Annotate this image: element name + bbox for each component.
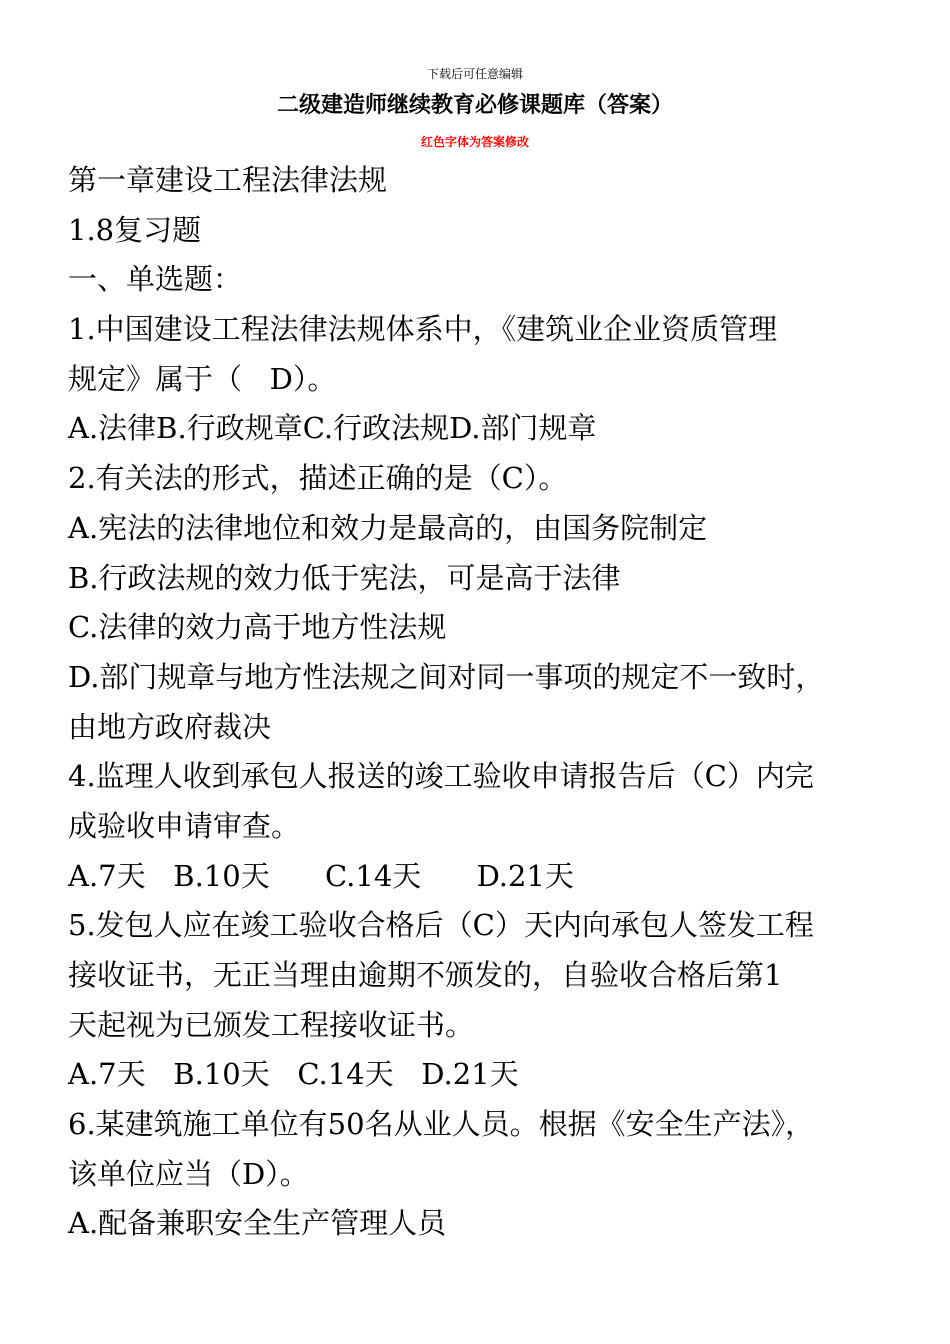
- question-2-option-c: C.法律的效力高于地方性法规: [68, 610, 447, 645]
- question-1-text-cont: 规定》属于（ D）。: [68, 361, 337, 396]
- question-6-text-cont: 该单位应当（D）。: [68, 1156, 309, 1191]
- document-body: [68, 156, 908, 1249]
- question-6-option-a: A.配备兼职安全生产管理人员: [68, 1206, 447, 1241]
- question-4-options: A.7天 B.10天 C.14天 D.21天: [68, 858, 574, 893]
- question-2-option-d: D.部门规章与地方性法规之间对同一事项的规定不一致时，: [68, 659, 825, 694]
- question-5-text: 5.发包人应在竣工验收合格后（C）天内向承包人签发工程: [68, 908, 814, 943]
- question-2-option-a: A.宪法的法律地位和效力是最高的，由国务院制定: [68, 510, 708, 545]
- download-note: 下载后可任意编辑: [426, 67, 523, 81]
- question-2-text: 2.有关法的形式，描述正确的是（C）。: [68, 461, 568, 496]
- question-6-text: 6.某建筑施工单位有50名从业人员。根据《安全生产法》，: [68, 1107, 815, 1142]
- question-1-text: 1.中国建设工程法律法规体系中，《建筑业企业资质管理: [68, 312, 778, 347]
- answer-color-note: 红色字体为答案修改: [420, 135, 529, 149]
- question-2-option-b: B.行政法规的效力低于宪法，可是高于法律: [68, 560, 621, 595]
- chapter-heading: 第一章建设工程法律法规: [68, 163, 388, 197]
- question-5-text-cont-2: 天起视为已颁发工程接收证书。: [68, 1007, 475, 1042]
- document-title: 二级建造师继续教育必修课题库（答案）: [276, 93, 673, 118]
- question-4-text-cont: 成验收申请审查。: [68, 808, 301, 843]
- question-4-text: 4.监理人收到承包人报送的竣工验收申请报告后（C）内完: [68, 759, 814, 794]
- question-1-options: A.法律B.行政规章C.行政法规D.部门规章: [68, 411, 597, 446]
- question-type-heading: 一、单选题：: [68, 262, 243, 297]
- section-heading: 1.8复习题: [68, 212, 202, 247]
- question-2-option-d-cont: 由地方政府裁决: [68, 709, 272, 744]
- question-5-text-cont: 接收证书，无正当理由逾期不颁发的，自验收合格后第1: [68, 958, 783, 992]
- question-5-options: A.7天 B.10天 C.14天 D.21天: [68, 1057, 519, 1092]
